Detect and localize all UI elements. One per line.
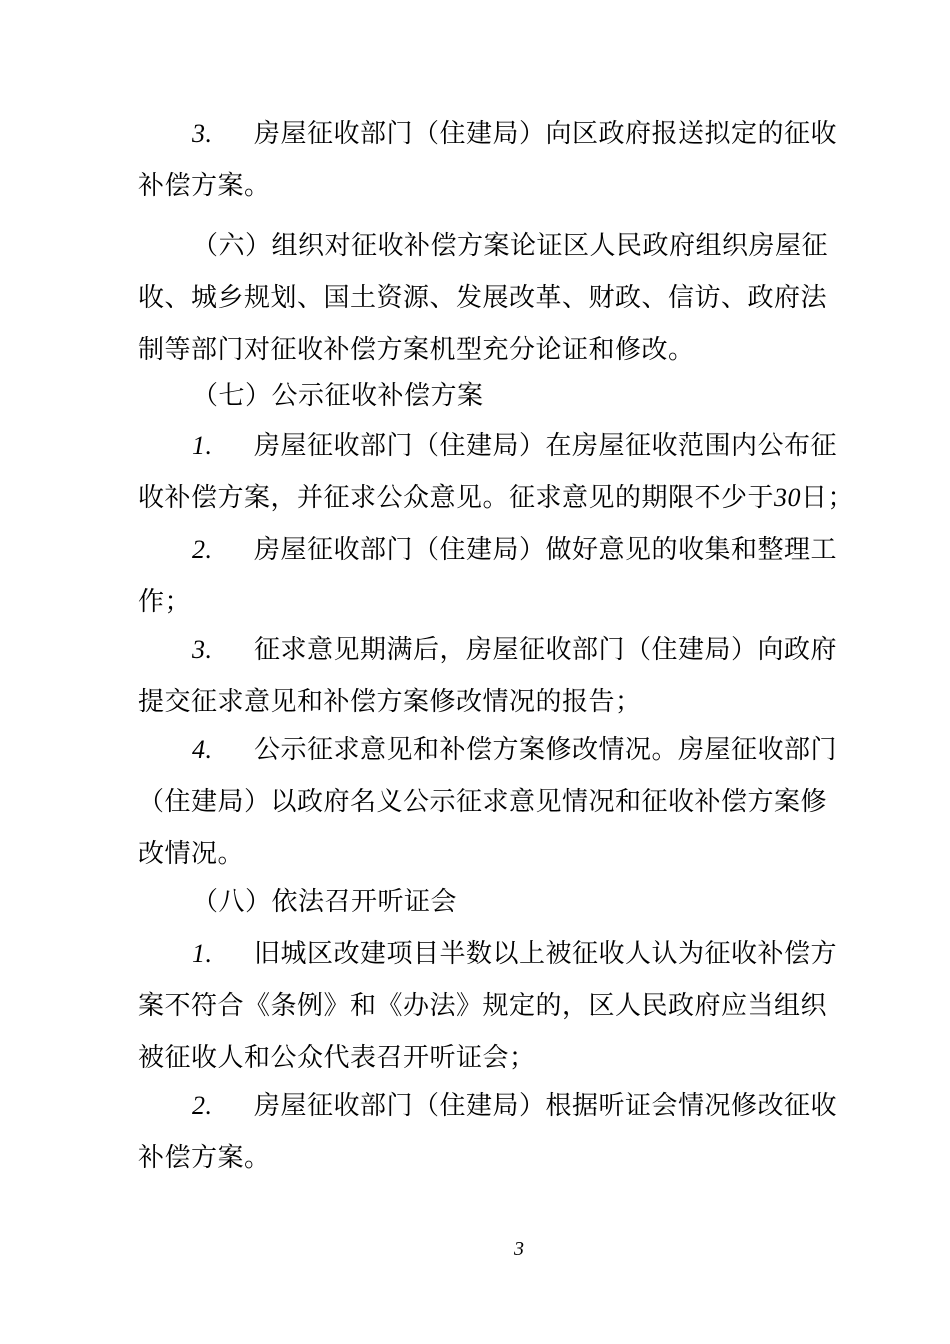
section-heading-six: （六）组织对征收补偿方案论证区人民政府组织房屋征	[192, 231, 829, 261]
paragraph-text: 改情况。	[138, 839, 245, 869]
paragraph-text-tail: 日；	[801, 483, 855, 513]
paragraph-text: 房屋征收部门（住建局）根据听证会情况修改征收	[254, 1091, 838, 1121]
paragraph-text: 案不符合《条例》和《办法》规定的，区人民政府应当组织	[138, 991, 828, 1021]
list-number: 4.	[192, 735, 213, 764]
paragraph-text: 公示征求意见和补偿方案修改情况。房屋征收部门	[254, 735, 838, 765]
section-eight-heading	[138, 876, 828, 928]
list-number: 2.	[192, 535, 213, 564]
list-number: 1.	[192, 939, 213, 968]
paragraph-text: 旧城区改建项目半数以上被征收人认为征收补偿方	[254, 939, 838, 969]
paragraph-text: 收、城乡规划、国土资源、发展改革、财政、信访、政府法	[138, 283, 828, 313]
paragraph-eight-item-2	[138, 1080, 838, 1184]
paragraph-step-3-submit	[138, 108, 838, 212]
paragraph-seven-item-2	[138, 524, 838, 628]
paragraph-text: 房屋征收部门（住建局）向区政府报送拟定的征收	[254, 119, 838, 149]
paragraph-text: 房屋征收部门（住建局）在房屋征收范围内公布征	[254, 431, 838, 461]
paragraph-text: 补偿方案。	[138, 1143, 271, 1173]
paragraph-text: 作；	[138, 587, 192, 617]
list-number: 2.	[192, 1091, 213, 1120]
paragraph-text: 收补偿方案，并征求公众意见。征求意见的期限不少于	[138, 483, 775, 513]
paragraph-text: 房屋征收部门（住建局）做好意见的收集和整理工	[254, 535, 838, 565]
paragraph-text: 补偿方案。	[138, 171, 271, 201]
paragraph-text: 提交征求意见和补偿方案修改情况的报告；	[138, 687, 642, 717]
page-number: 3	[514, 1238, 524, 1260]
paragraph-eight-item-1	[138, 928, 838, 1084]
list-number: 1.	[192, 431, 213, 460]
paragraph-text: 制等部门对征收补偿方案机型充分论证和修改。	[138, 335, 695, 365]
section-heading-seven: （七）公示征收补偿方案	[192, 381, 484, 411]
section-seven-heading	[138, 370, 828, 422]
section-six-paragraph	[138, 220, 828, 376]
list-number: 3.	[192, 635, 213, 664]
paragraph-text: 征求意见期满后，房屋征收部门（住建局）向政府	[254, 635, 838, 665]
list-number: 3.	[192, 119, 213, 148]
paragraph-seven-item-4	[138, 724, 838, 880]
paragraph-seven-item-1	[138, 420, 855, 524]
section-heading-eight: （八）依法召开听证会	[192, 887, 458, 917]
paragraph-text: （住建局）以政府名义公示征求意见情况和征收补偿方案修	[138, 787, 828, 817]
paragraph-text: 被征收人和公众代表召开听证会；	[138, 1043, 536, 1073]
day-count: 30	[774, 483, 802, 512]
paragraph-seven-item-3	[138, 624, 838, 728]
